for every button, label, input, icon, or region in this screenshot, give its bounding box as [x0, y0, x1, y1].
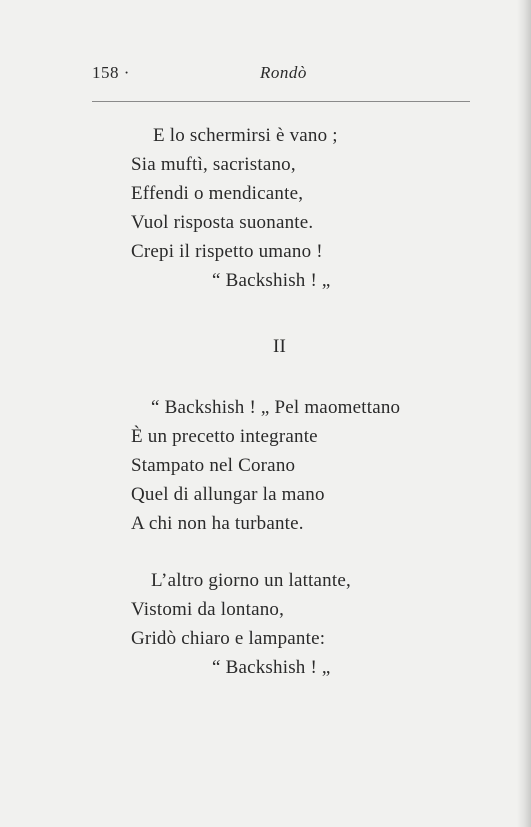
verse-line: Stampato nel Corano — [131, 455, 296, 476]
verse-line: Gridò chiaro e lampante: — [131, 628, 326, 649]
page-header — [92, 63, 470, 87]
verse-line: Vistomi da lontano, — [131, 599, 285, 620]
running-title: Rondò — [260, 63, 307, 82]
verse-line: Quel di allungar la mano — [131, 484, 325, 505]
verse-line: A chi non ha turbante. — [131, 513, 304, 534]
verse-line: “ Backshish ! „ Pel maomettano — [151, 397, 401, 418]
verse-line-refrain: “ Backshish ! „ — [212, 270, 331, 291]
section-numeral: II — [273, 336, 287, 357]
verse-line: Crepi il rispetto umano ! — [131, 241, 323, 262]
verse-line: E lo schermirsi è vano ; — [153, 125, 338, 146]
page-edge-shadow — [517, 0, 531, 827]
verse-line: È un precetto integrante — [131, 426, 318, 447]
verse-line: Vuol risposta suonante. — [131, 212, 314, 233]
page-number: 158 · — [92, 63, 130, 82]
verse-line-refrain: “ Backshish ! „ — [212, 657, 331, 678]
verse-line: Effendi o mendicante, — [131, 183, 304, 204]
verse-line: L’altro giorno un lattante, — [151, 570, 351, 591]
verse-line: Sia muftì, sacristano, — [131, 154, 296, 175]
header-rule — [92, 101, 470, 102]
